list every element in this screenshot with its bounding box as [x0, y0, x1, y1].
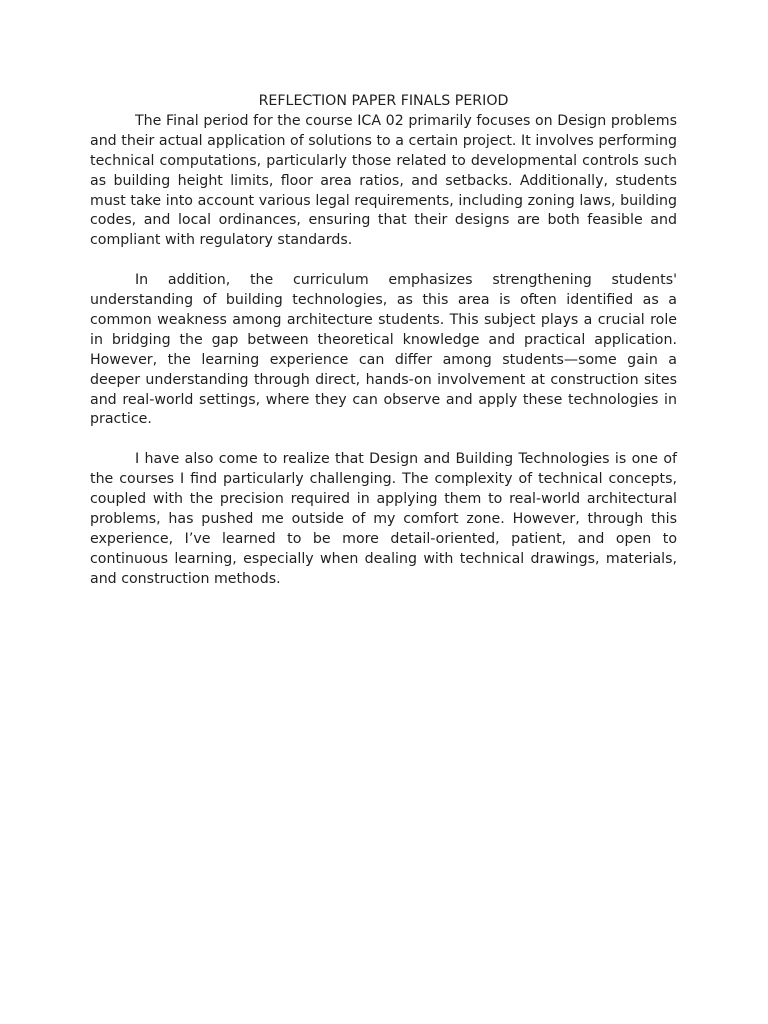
document-title: REFLECTION PAPER FINALS PERIOD [258, 93, 509, 109]
paragraph-2: In addition, the curriculum emphasizes strengthening students' understanding of building technologies, as this area is often identified as a common weakness among architecture students. This subject plays a crucial role in bridging the gap between theoretical knowledge and practical application. However, the learning experience can differ among students—some gain a deeper understanding through direct, hands-on involvement at construction sites and real-world settings, where they can observe and apply these technologies in practice. [90, 272, 677, 428]
document-body [90, 92, 677, 590]
paragraph-3: I have also come to realize that Design and Building Technologies is one of the courses I find particularly challenging. The complexity of technical concepts, coupled with the precision required in applying them to real-world architectural problems, has pushed me outside of my comfort zone. However, through this experience, I’ve learned to be more detail-oriented, patient, and open to continuous learning, especially when dealing with technical drawings, materials, and construction methods. [90, 451, 677, 587]
paragraph-1: The Final period for the course ICA 02 primarily focuses on Design problems and their actual application of solutions to a certain project. It involves performing technical computations, particularly those related to developmental controls such as building height limits, floor area ratios, and setbacks. Additionally, students must take into account various legal requirements, including zoning laws, building codes, and local ordinances, ensuring that their designs are both feasible and compliant with regulatory standards. [90, 112, 677, 249]
